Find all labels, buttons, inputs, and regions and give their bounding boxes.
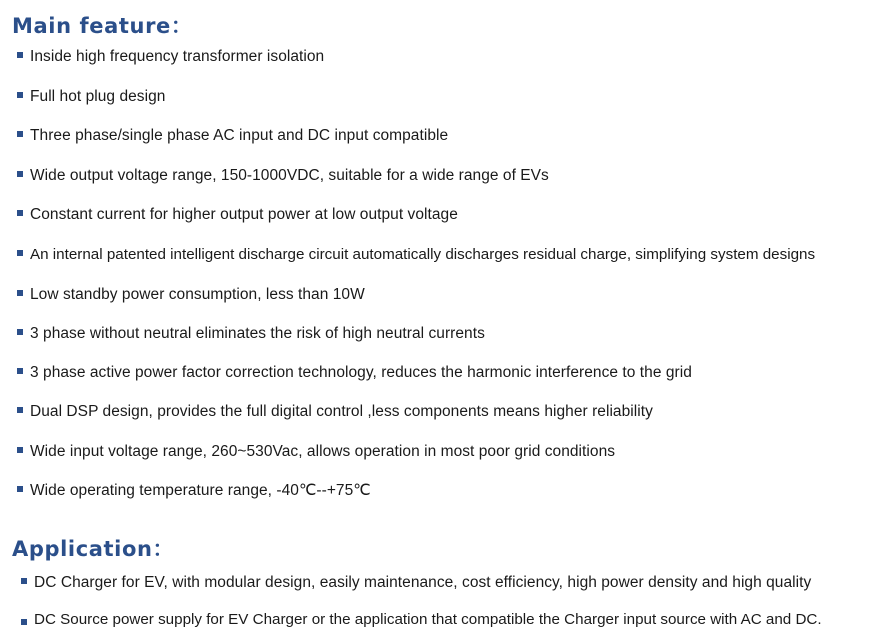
feature-text: Dual DSP design, provides the full digital control ,less components means higher reliability (30, 403, 653, 420)
square-bullet-icon (21, 619, 27, 625)
feature-list-item (17, 47, 324, 67)
feature-list-item (17, 126, 448, 146)
square-bullet-icon (17, 486, 23, 492)
application-list-item (21, 610, 822, 630)
application-list-item (21, 573, 811, 593)
feature-text: Low standby power consumption, less than 10W (30, 286, 365, 303)
feature-list-item (17, 205, 458, 225)
square-bullet-icon (17, 290, 23, 296)
application-text: DC Charger for EV, with modular design, easily maintenance, cost efficiency, high power density and high quality (34, 574, 812, 591)
feature-text: Wide operating temperature range, -40℃--+75℃ (30, 482, 371, 499)
feature-list-item (17, 363, 692, 383)
square-bullet-icon (17, 329, 23, 335)
feature-text: 3 phase without neutral eliminates the risk of high neutral currents (30, 325, 485, 342)
square-bullet-icon (17, 171, 23, 177)
square-bullet-icon (17, 210, 23, 216)
square-bullet-icon (17, 131, 23, 137)
feature-list-item (17, 87, 165, 107)
feature-text: Inside high frequency transformer isolation (30, 48, 325, 65)
square-bullet-icon (17, 52, 23, 58)
square-bullet-icon (17, 368, 23, 374)
feature-list-item (17, 166, 549, 186)
feature-list-item (17, 481, 371, 501)
feature-list-item (17, 442, 615, 462)
feature-text: Wide input voltage range, 260~530Vac, allows operation in most poor grid conditions (30, 443, 616, 460)
square-bullet-icon (21, 578, 27, 584)
feature-list-item (17, 402, 653, 422)
main-feature-heading: Main feature： (12, 14, 193, 38)
square-bullet-icon (17, 407, 23, 413)
feature-text: Constant current for higher output power at low output voltage (30, 206, 458, 223)
square-bullet-icon (17, 92, 23, 98)
feature-text: Three phase/single phase AC input and DC input compatible (30, 127, 449, 144)
feature-text: Full hot plug design (30, 88, 166, 105)
square-bullet-icon (17, 447, 23, 453)
feature-list-item (17, 285, 365, 305)
application-text: DC Source power supply for EV Charger or the application that compatible the Charger input source with AC and DC. (34, 611, 822, 628)
feature-text: Wide output voltage range, 150-1000VDC, suitable for a wide range of EVs (30, 167, 549, 184)
square-bullet-icon (17, 250, 23, 256)
feature-text: An internal patented intelligent discharge circuit automatically discharges residual charge, simplifying system designs (30, 246, 816, 263)
feature-list-item (17, 245, 815, 265)
feature-list-item (17, 324, 485, 344)
application-heading: Application： (12, 537, 175, 561)
feature-text: 3 phase active power factor correction technology, reduces the harmonic interference to the grid (30, 364, 692, 381)
